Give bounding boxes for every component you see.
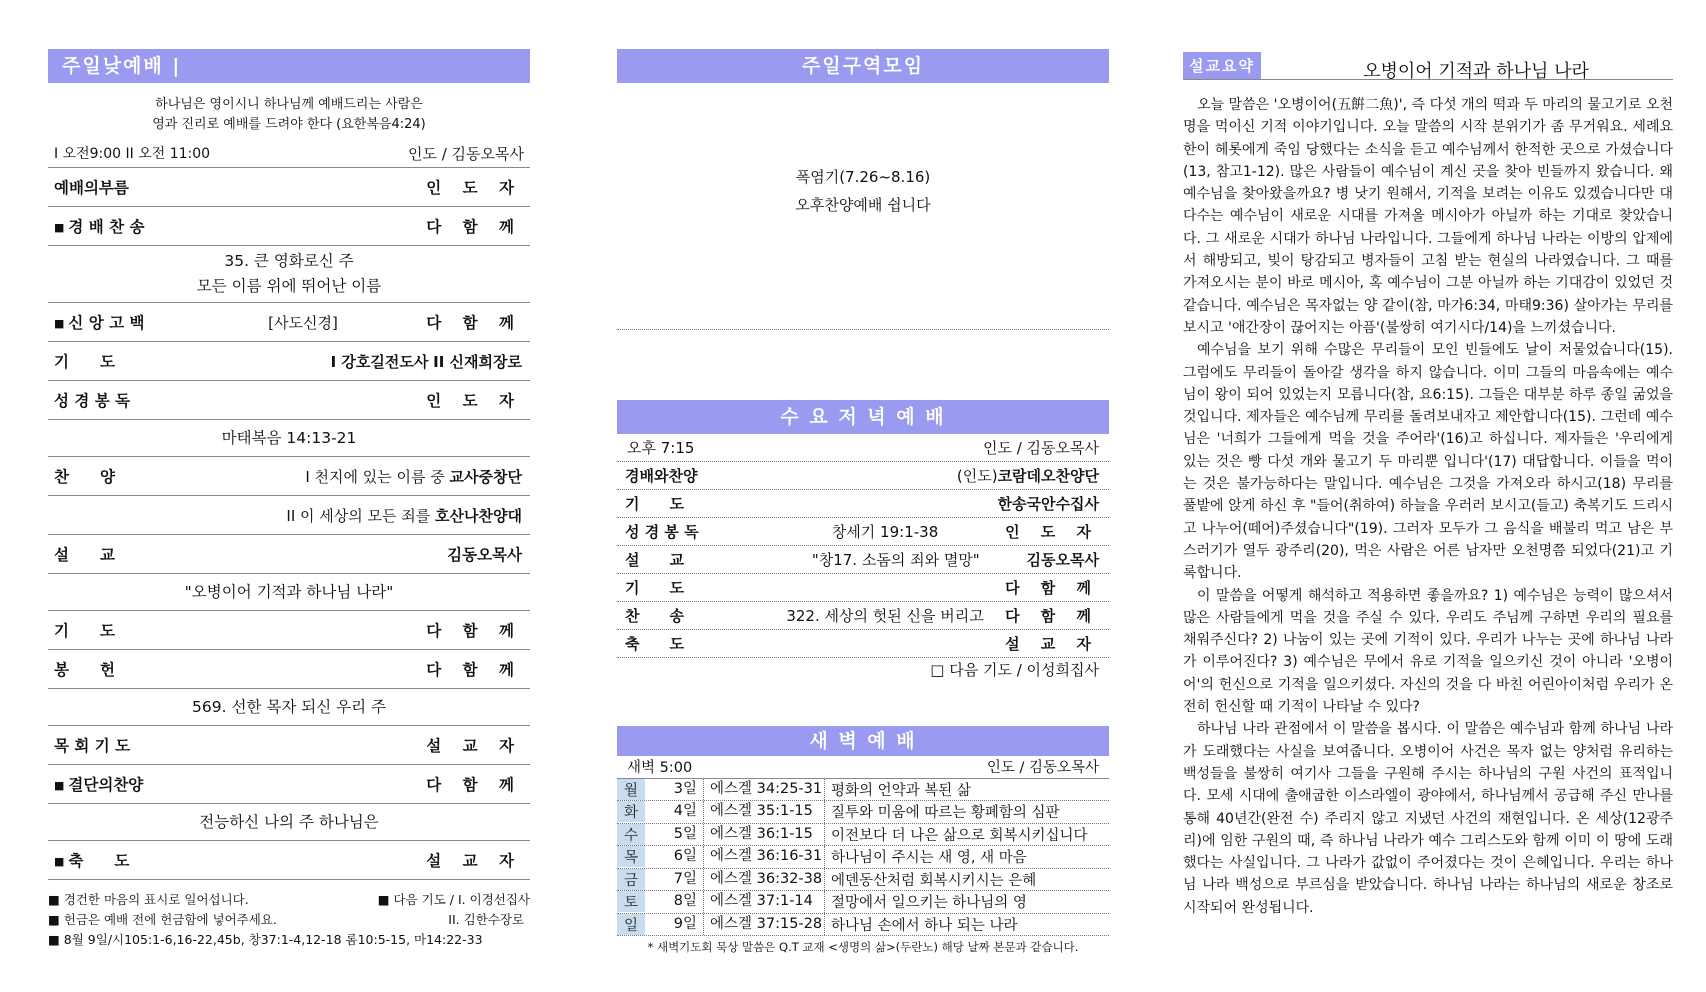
wed-order-name: 성 경 봉 독 (625, 523, 699, 541)
wed-role: 다 함 께 (1005, 579, 1099, 597)
note-3: ■ 8월 9일/시105:1-6,16-22,45b, 창37:1-4,12-18 롬10:5-15, 마14:22-33 (48, 932, 483, 947)
order-row (48, 457, 530, 496)
wed-order-name: 설 교 (625, 551, 684, 569)
order-row (48, 765, 530, 804)
sermon-paragraph: 오늘 말씀은 '오병이어(五餠二魚)', 즉 다섯 개의 떡과 두 마리의 물고기로 오천 명을 먹이신 기적 이야기입니다. 오늘 말씀의 시작 분위기가 좀 무거워요. 세례요한이 헤롯에게 죽임 당했다는 소식을 듣고 예수님께서 한적한 곳으로 가셨습니다(13, 참고1-12). 많은 사람들이 예수님이 계신 곳을 찾아 빈들까지 왔습니다. 왜 예수님을 찾아왔을까요? 병 낫기 원해서, 기적을 보려는 이유도 있겠습니다만 대다수는 예수님이 새로운 시대를 가져올 메시아가 아닐까 하는 기대로 찾았습니다. 그 새로운 시대가 하나님 나라입니다. 그들에게 하나님 나라는 이방의 압제에서 해방되고, 빚이 탕감되고 병자들이 고침 받는 현실의 나라였습니다. 그 때를 가져오시는 분이 바로 메시아, 혹 예수님이 그분 아닐까 하는 기대감이 있었던 것 같습니다. 예수님은 목자없는 양 같이(참, 마가6:34, 마태9:36) 살아가는 무리를 보시고 '애간장이 끊어지는 아픔'(불쌍히 여기시다/14)을 느끼셨습니다. (1183, 97, 1673, 336)
order-name: 결단의찬양 (68, 776, 144, 794)
sermon-summary-section (1183, 0, 1673, 919)
dawn-row (617, 914, 1109, 937)
notice-line-2: 오후찬양예배 쉽니다 (795, 196, 931, 214)
dawn-header: 새 벽 예 배 (617, 726, 1109, 756)
order-row (48, 303, 530, 342)
wed-next-prayer: □ 다음 기도 / 이성희집사 (930, 661, 1099, 679)
order-row (48, 168, 530, 207)
preacher: 김동오목사 (447, 546, 522, 564)
order-name: 설 교 (54, 546, 115, 564)
square-bullet-icon: ■ (54, 221, 65, 234)
dawn-time-row (617, 756, 1109, 779)
order-role: 인 도 자 (426, 179, 522, 197)
wed-hymn: 322. 세상의 헛된 신을 버리고 (786, 607, 984, 625)
wed-scripture: 창세기 19:1-38 (831, 523, 939, 541)
dawn-date: 6일 (645, 846, 704, 868)
order-role: 다 함 께 (426, 622, 522, 640)
verse-line-1: 하나님은 영이시니 하나님께 예배드리는 사람은 (155, 97, 423, 112)
wed-row (617, 546, 1109, 574)
sermon-header (1183, 45, 1673, 80)
order-name: 기 도 (54, 622, 115, 640)
dawn-passage: 에스겔 36:16-31 (704, 846, 825, 868)
wed-order-name: 경배와찬양 (625, 467, 698, 485)
prayer-2: II 신재희장로 (433, 352, 522, 371)
dawn-passage: 에스겔 37:15-28 (704, 914, 825, 936)
order-name: 축 도 (68, 852, 130, 870)
wed-row (617, 462, 1109, 490)
cell-notice (617, 163, 1109, 219)
dawn-day: 목 (617, 846, 645, 867)
dawn-passage: 에스겔 35:1-15 (704, 801, 825, 823)
wed-leader-label: (인도) (956, 467, 998, 485)
order-role: 다 함 께 (426, 218, 522, 236)
sermon-paragraph: 이 말씀을 어떻게 해석하고 적용하면 좋을까요? 1) 예수님은 능력이 많으셔서 많은 사람들에게 먹을 것을 주실 수 있다. 우리도 주님께 구하면 우리의 필요를 채워주신다? 2) 나눔이 있는 곳에 기적이 있다. 우리가 나누는 곳에 하나님 나라가 이루어진다? 3) 예수님은 무에서 유로 기적을 일으키신 것이 아니라 '오병이어'의 헌신으로 기적을 일으키셨다. 자신의 것을 다 바친 어린아이처럼 우리가 온전히 헌신할 때 기적이 나타날 수 있다? (1183, 587, 1673, 716)
dawn-passage: 에스겔 36:1-15 (704, 824, 825, 846)
dawn-row (617, 779, 1109, 802)
dawn-day: 화 (617, 801, 645, 822)
dawn-row (617, 891, 1109, 914)
verse-line-2: 영과 진리로 예배를 드려야 한다 (요한복음4:24) (152, 117, 426, 132)
wed-row (617, 630, 1109, 658)
wed-time: 오후 7:15 (627, 439, 695, 457)
next-prayer: ■ 다음 기도 / I. 이경선집사 (377, 892, 530, 907)
dawn-passage: 에스겔 37:1-14 (704, 891, 825, 913)
order-name: 성 경 봉 독 (54, 392, 131, 410)
sermon-title: "오병이어 기적과 하나님 나라" (48, 574, 530, 611)
dawn-passage: 에스겔 34:25-31 (704, 779, 825, 801)
square-bullet-icon: ■ (54, 855, 65, 868)
wed-time-row (617, 434, 1109, 462)
order-name: 목 회 기 도 (54, 737, 131, 755)
order-row (48, 611, 530, 650)
order-name: 봉 헌 (54, 661, 115, 679)
middle-column (617, 49, 1109, 958)
hymn-line-1: 35. 큰 영화로신 주 (224, 252, 354, 270)
order-row (48, 381, 530, 420)
offering-hymn: 569. 선한 목자 되신 우리 주 (48, 689, 530, 726)
dawn-day: 토 (617, 891, 645, 912)
dawn-day: 수 (617, 824, 645, 845)
wed-row (617, 518, 1109, 546)
wed-order-name: 기 도 (625, 495, 684, 513)
dawn-row (617, 801, 1109, 824)
order-role: 다 함 께 (426, 776, 522, 794)
dawn-title: 절망에서 일으키는 하나님의 영 (831, 895, 1027, 912)
sermon-tag: 설교요약 (1183, 52, 1261, 79)
dawn-leader: 인도 / 김동오목사 (986, 760, 1099, 777)
sunday-leader: 인도 / 김동오목사 (407, 145, 524, 163)
dawn-passage: 에스겔 36:32-38 (704, 869, 825, 891)
dawn-title: 하나님이 주시는 새 영, 새 마음 (831, 850, 1027, 867)
dawn-date: 7일 (645, 869, 704, 891)
square-bullet-icon: ■ (54, 779, 65, 792)
wed-order-name: 찬 송 (625, 607, 684, 625)
square-bullet-icon: ■ (54, 317, 65, 330)
dawn-date: 9일 (645, 914, 704, 936)
order-name: 신 앙 고 백 (68, 314, 145, 332)
dawn-row (617, 869, 1109, 892)
order-name: 경 배 찬 송 (68, 218, 145, 236)
dawn-day: 금 (617, 869, 645, 890)
order-role: 다 함 께 (426, 661, 522, 679)
dawn-title: 에덴동산처럼 회복시키시는 은혜 (831, 872, 1037, 889)
dawn-footnote: * 새벽기도회 묵상 말씀은 Q.T 교재 <생명의 삶>(두란노) 해당 날짜 본문과 같습니다. (647, 940, 1079, 954)
order-row (48, 496, 530, 535)
note-2: ■ 헌금은 예배 전에 헌금함에 넣어주세요. (48, 912, 277, 927)
sermon-summary-title: 오병이어 기적과 하나님 나라 (1363, 61, 1589, 82)
dawn-date: 8일 (645, 891, 704, 913)
sunday-notes (48, 890, 530, 950)
dawn-day: 일 (617, 914, 645, 935)
prayer-1: I 강호길전도사 (330, 352, 429, 371)
order-name: 예배의부름 (54, 179, 129, 197)
dawn-date: 4일 (645, 801, 704, 823)
wed-role: 인 도 자 (1005, 523, 1099, 541)
wed-role: 다 함 께 (1005, 607, 1099, 625)
choir-2-song: II 이 세상의 모든 죄를 (286, 506, 431, 525)
dawn-title: 이전보다 더 나은 삶으로 회복시키십니다 (831, 827, 1088, 844)
dawn-date: 3일 (645, 779, 704, 801)
sermon-paragraph: 예수님을 보기 위해 수많은 무리들이 모인 빈들에도 날이 저물었습니다(15). 그럼에도 무리들이 돌아갈 생각을 하지 않습니다. 이미 그들의 마음속에는 예수님이 왕이 되어 있었는지 모릅니다(참, 요6:15). 그들은 대부분 하루 종일 굶었을 것입니다. 제자들은 예수님께 무리를 돌려보내자고 제안합니다(15). 그런데 예수님은 '너희가 그들에게 먹을 것을 주어라'(16)고 하십니다. 제자들은 '우리에게 있는 것은 빵 다섯 개와 물고기 두 마리뿐 입니다'(17) 대답합니다. 이들을 먹이는 것은 불가능하다는 말입니다. 예수님은 그것을 가져오라 하시고(18) 무리를 풀밭에 앉게 하신 후 "들어(취하여) 하늘을 우러러 보시고(들고) 축복기도 드리시고 나누어(떼어)주셨습니다"(19). 그러자 모두가 그 음식을 배불리 먹고 남은 부스러기가 열두 광주리(20), 먹은 사람은 어른 남자만 오천명쯤 되었다(21)고 기록합니다. (1183, 342, 1673, 582)
sunday-header: 주일낮예배 | (48, 49, 530, 83)
note-1: ■ 경건한 마음의 표시로 일어섭니다. (48, 892, 249, 907)
order-role: 다 함 께 (426, 314, 522, 332)
closing-hymn: 전능하신 나의 주 하나님은 (48, 804, 530, 841)
next-prayer-2: II. 김한수장로 (448, 912, 524, 927)
order-row (48, 650, 530, 689)
notice-line-1: 폭염기(7.26~8.16) (795, 168, 931, 186)
sunday-time-row (48, 141, 530, 168)
dawn-title: 질투와 미움에 따르는 황폐함의 심판 (831, 805, 1060, 822)
wed-praise-team: 코람데오찬양단 (997, 467, 1099, 485)
wed-sermon: "창17. 소돔의 죄와 멸망" (811, 551, 980, 569)
dawn-row (617, 846, 1109, 869)
creed-label: [사도신경] (268, 313, 338, 332)
wed-row (617, 490, 1109, 518)
wed-row (617, 602, 1109, 630)
order-row (48, 535, 530, 574)
wednesday-header: 수 요 저 녁 예 배 (617, 400, 1109, 434)
worship-verse (48, 95, 530, 135)
sunday-worship-section (48, 49, 530, 950)
choir-1-song: I 천지에 있는 이름 중 (305, 467, 445, 486)
dawn-row (617, 824, 1109, 847)
dawn-date: 5일 (645, 824, 704, 846)
order-role: 설 교 자 (426, 737, 522, 755)
dawn-title: 평화의 언약과 복된 삶 (831, 782, 971, 799)
order-row (48, 207, 530, 246)
hymn-line-2: 모든 이름 위에 뛰어난 이름 (196, 277, 382, 295)
wed-preacher: 김동오목사 (1026, 551, 1099, 569)
order-row (48, 841, 530, 880)
wed-role: 설 교 자 (1005, 635, 1099, 653)
wed-row (617, 574, 1109, 602)
wed-prayer: 한송국안수집사 (997, 495, 1099, 513)
wed-leader: 인도 / 김동오목사 (982, 439, 1099, 457)
choir-1: 교사중창단 (449, 467, 522, 486)
dawn-time: 새벽 5:00 (627, 760, 693, 777)
wed-order-name: 기 도 (625, 579, 684, 597)
order-role: 설 교 자 (426, 852, 522, 870)
order-name: 찬 양 (54, 468, 115, 486)
dawn-title: 하나님 손에서 하나 되는 나라 (831, 917, 1018, 934)
choir-2: 호산나찬양대 (435, 506, 522, 525)
order-name: 기 도 (54, 353, 115, 371)
wed-order-name: 축 도 (625, 635, 684, 653)
opening-hymn (48, 246, 530, 303)
dawn-schedule (617, 779, 1109, 937)
sunday-times: I 오전9:00 II 오전 11:00 (54, 146, 211, 162)
sermon-body (1183, 94, 1673, 919)
sermon-paragraph: 하나님 나라 관점에서 이 말씀을 봅시다. 이 말씀은 예수님과 함께 하나님 나라가 도래했다는 사실을 보여줍니다. 오병이어 사건은 목자 없는 양처럼 유리하는 백성들을 불쌍히 여기사 그들을 구원해 주시는 하나님의 구원 사건의 표적입니다. 모세 시대에 출애굽한 이스라엘이 광야에서, 하나님께서 공급해 주신 만나를 통해 40년간(완전 수) 주리지 않고 지냈던 사건의 재현입니다. 온 세상(12광주리)에 임한 구원의 때, 즉 하나님 나라가 예수 그리스도와 함께 이미 이 땅에 도래했다는 사실입니다. 그 나라가 값없이 주어졌다는 것이 은혜입니다. 우리는 하나님 나라 백성으로 부르심을 받았습니다. 하나님 나라는 하나님의 새로운 창조로 시작되어 완성됩니다. (1183, 721, 1673, 916)
order-role: 인 도 자 (426, 392, 522, 410)
order-row (48, 726, 530, 765)
order-row (48, 342, 530, 381)
scripture-reading: 마태복음 14:13-21 (48, 420, 530, 457)
dawn-day: 월 (617, 779, 645, 800)
cell-header: 주일구역모임 (617, 49, 1109, 83)
